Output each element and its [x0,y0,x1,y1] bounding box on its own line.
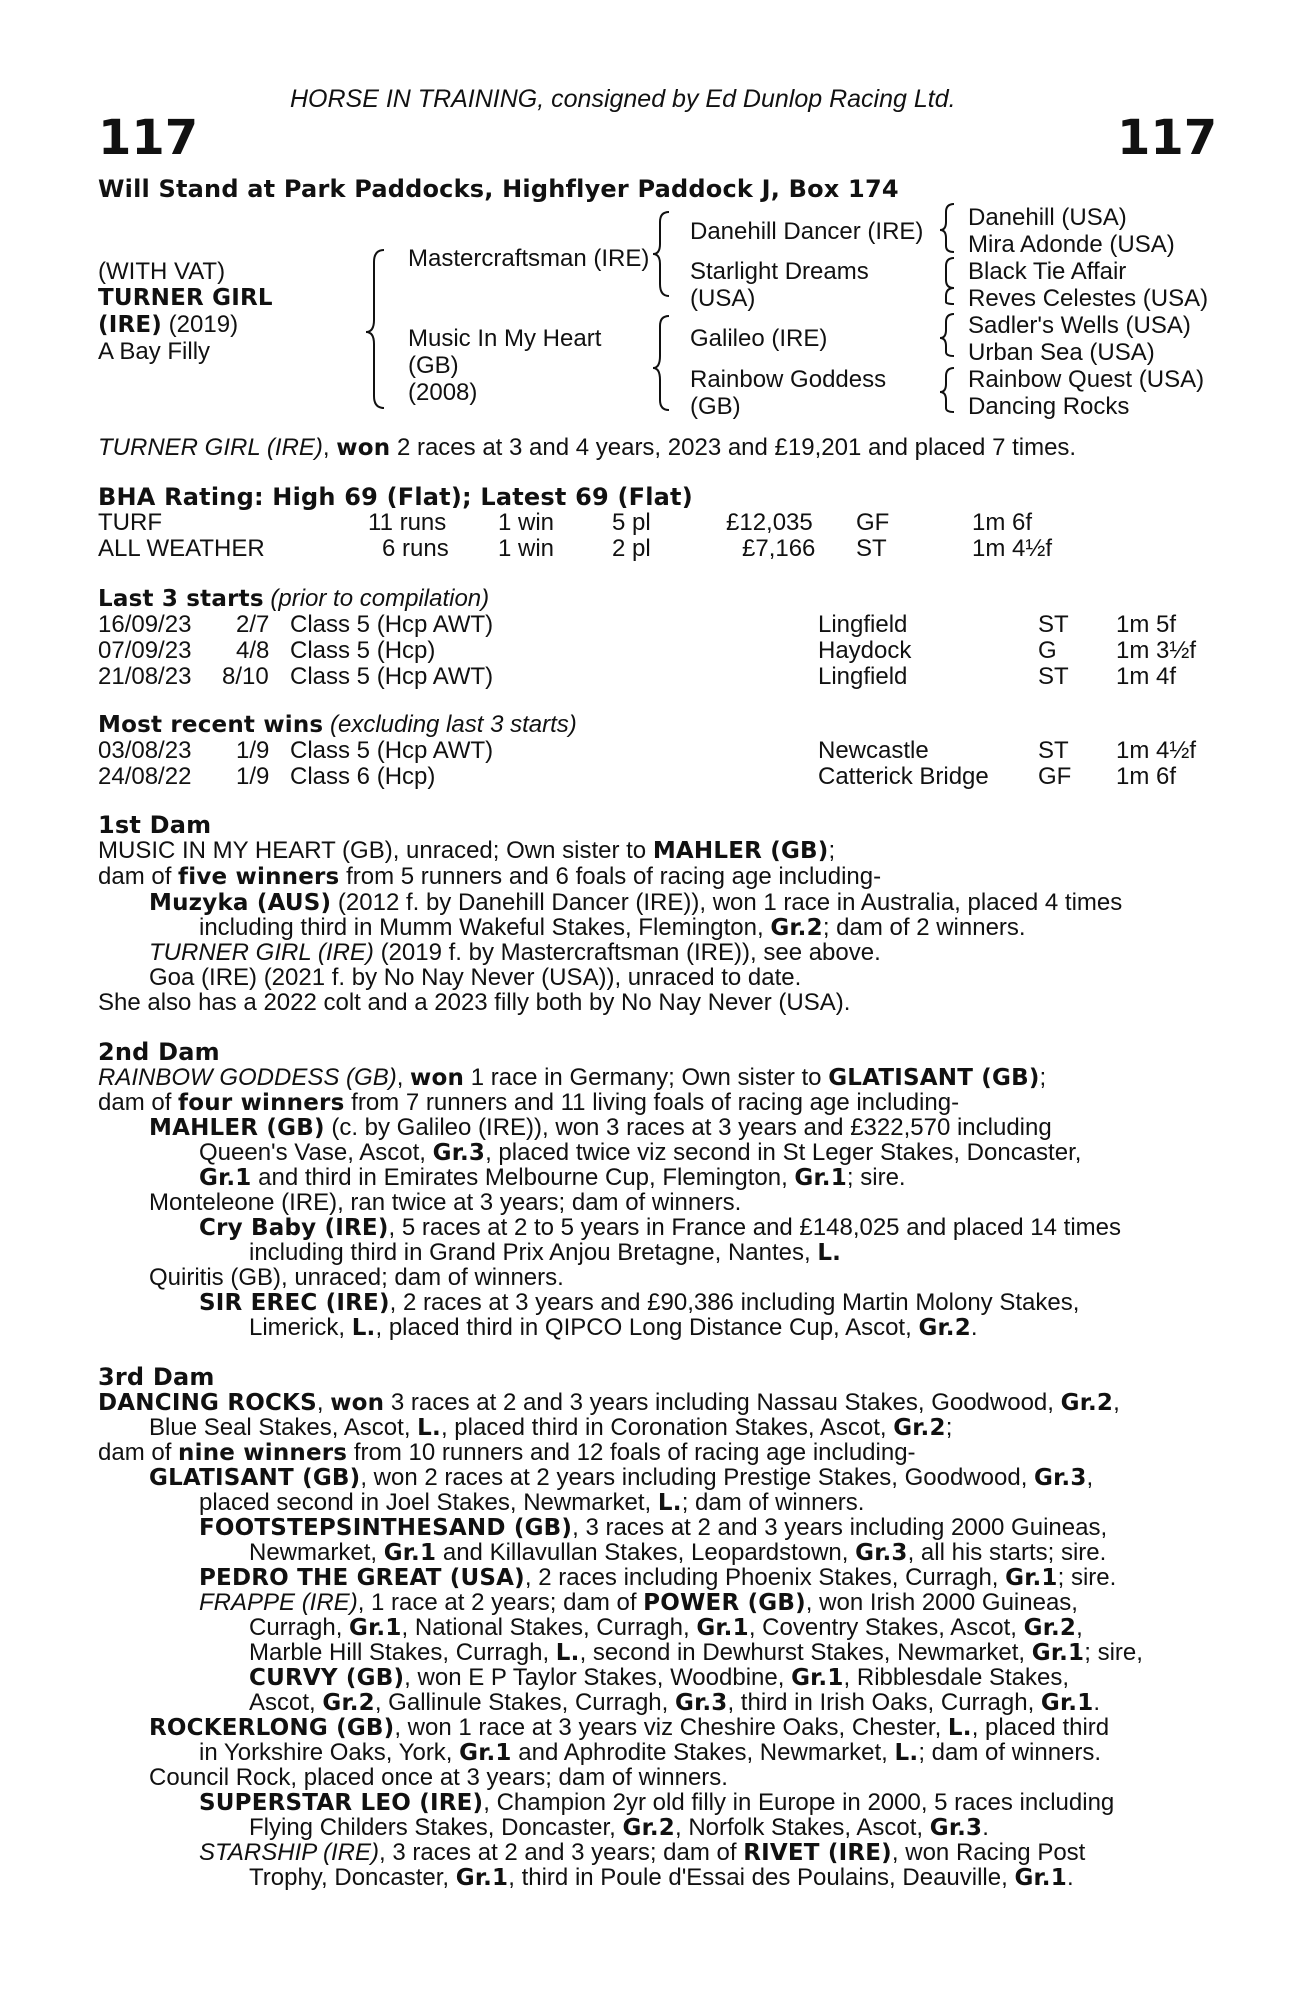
vat-note: (WITH VAT) [98,258,226,285]
rating-surface: ALL WEATHER [98,535,265,562]
third-dam-line: GLATISANT (GB), won 2 races at 2 years including Prestige Stakes, Goodwood, Gr.3, [149,1464,1094,1491]
second-dam-line: Queen's Vase, Ascot, Gr.3, placed twice viz second in St Leger Stakes, Doncaster, [199,1139,1082,1166]
start-position: 4/8 [236,637,270,664]
second-dam-line: dam of four winners from 7 runners and 11 living foals of racing age including- [98,1089,960,1116]
third-dam-line: FRAPPE (IRE), 1 race at 2 years; dam of POWER (GB), won Irish 2000 Guineas, [199,1589,1078,1616]
consignor-line: HORSE IN TRAINING, consigned by Ed Dunlop Racing Ltd. [290,85,956,113]
rating-prize: £12,035 [726,509,813,536]
third-dam-line: Trophy, Doncaster, Gr.1, third in Poule d'Essai des Poulains, Deauville, Gr.1. [249,1864,1074,1891]
third-dam-heading: 3rd Dam [98,1363,215,1391]
rating-wins: 1 win [498,509,555,536]
pedigree-sire-dam-l1: Starlight Dreams [690,258,869,285]
win-distance: 1m 6f [1116,763,1177,790]
start-distance: 1m 3½f [1116,637,1197,664]
start-course: Lingfield [818,611,908,638]
pedigree-dds: Rainbow Quest (USA) [968,366,1205,393]
start-going: G [1038,637,1057,664]
third-dam-line: STARSHIP (IRE), 3 races at 2 and 3 years; dam of RIVET (IRE), won Racing Post [199,1839,1086,1866]
location-line: Will Stand at Park Paddocks, Highflyer Paddock J, Box 174 [98,175,899,203]
pedigree-sire: Mastercraftsman (IRE) [408,245,650,272]
race-summary: TURNER GIRL (IRE), won 2 races at 3 and 4 years, 2023 and £19,201 and placed 7 times. [98,434,1077,461]
pedigree-sdd: Reves Celestes (USA) [968,285,1209,312]
win-distance: 1m 4½f [1116,737,1197,764]
pedigree-sss: Danehill (USA) [968,204,1127,231]
start-date: 16/09/23 [98,611,192,638]
third-dam-line: Curragh, Gr.1, National Stakes, Curragh, Gr.1, Coventry Stakes, Ascot, Gr.2, [249,1614,1083,1641]
win-date: 24/08/22 [98,763,192,790]
third-dam-line: Ascot, Gr.2, Gallinule Stakes, Curragh, Gr.3, third in Irish Oaks, Curragh, Gr.1. [249,1689,1101,1716]
third-dam-line: Marble Hill Stakes, Curragh, L., second in Dewhurst Stakes, Newmarket, Gr.1; sire, [249,1639,1143,1666]
third-dam-line: Flying Childers Stakes, Doncaster, Gr.2, Norfolk Stakes, Ascot, Gr.3. [249,1814,989,1841]
bha-rating-heading: BHA Rating: High 69 (Flat); Latest 69 (Flat) [98,483,693,511]
win-position: 1/9 [236,737,270,764]
last3-heading: Last 3 starts (prior to compilation) [98,585,490,612]
pedigree-dam-sire: Galileo (IRE) [690,325,828,352]
start-going: ST [1038,663,1069,690]
pedigree-dam-l1: Music In My Heart [408,325,602,352]
win-course: Catterick Bridge [818,763,989,790]
pedigree-dam-l3: (2008) [408,379,478,406]
second-dam-line: MAHLER (GB) (c. by Galileo (IRE)), won 3 races at 3 years and £322,570 including [149,1114,1052,1141]
rating-wins: 1 win [498,535,555,562]
second-dam-line: RAINBOW GODDESS (GB), won 1 race in Germany; Own sister to GLATISANT (GB); [98,1064,1047,1091]
win-course: Newcastle [818,737,929,764]
second-dam-line: including third in Grand Prix Anjou Bretagne, Nantes, L. [249,1239,842,1266]
rating-distance: 1m 6f [972,509,1033,536]
win-race: Class 5 (Hcp AWT) [290,737,494,764]
third-dam-line: Council Rock, placed once at 3 years; dam of winners. [149,1764,728,1791]
second-dam-heading: 2nd Dam [98,1038,220,1066]
pedigree-dam-dam-l2: (GB) [690,393,741,420]
third-dam-line: DANCING ROCKS, won 3 races at 2 and 3 years including Nassau Stakes, Goodwood, Gr.2, [98,1389,1120,1416]
pedigree-ssd: Mira Adonde (USA) [968,231,1175,258]
start-distance: 1m 5f [1116,611,1177,638]
rating-runs: 11 runs [368,509,447,536]
second-dam-line: Cry Baby (IRE), 5 races at 2 to 5 years in France and £148,025 and placed 14 times [199,1214,1122,1241]
win-date: 03/08/23 [98,737,192,764]
third-dam-line: placed second in Joel Stakes, Newmarket, L.; dam of winners. [199,1489,865,1516]
third-dam-line: in Yorkshire Oaks, York, Gr.1 and Aphrodite Stakes, Newmarket, L.; dam of winners. [199,1739,1102,1766]
start-course: Haydock [818,637,912,664]
lot-number-right: 117 [1117,110,1218,166]
horse-description: A Bay Filly [98,338,211,365]
pedigree-ddd: Dancing Rocks [968,393,1130,420]
first-dam-line: She also has a 2022 colt and a 2023 filly both by No Nay Never (USA). [98,989,851,1016]
start-race: Class 5 (Hcp) [290,637,436,664]
start-date: 07/09/23 [98,637,192,664]
start-distance: 1m 4f [1116,663,1177,690]
rating-distance: 1m 4½f [972,535,1053,562]
pedigree-dam-l2: (GB) [408,352,459,379]
pedigree-dam-dam-l1: Rainbow Goddess [690,366,887,393]
win-going: GF [1038,763,1072,790]
pedigree-sds: Black Tie Affair [968,258,1127,285]
start-position: 2/7 [236,611,270,638]
first-dam-line: Muzyka (AUS) (2012 f. by Danehill Dancer (IRE)), won 1 race in Australia, placed 4 times [149,889,1123,916]
recent-wins-heading: Most recent wins (excluding last 3 starts) [98,711,577,738]
start-going: ST [1038,611,1069,638]
win-position: 1/9 [236,763,270,790]
horse-name-suffix: (IRE) (2019) [98,311,239,338]
third-dam-line: ROCKERLONG (GB), won 1 race at 3 years viz Cheshire Oaks, Chester, L., placed third [149,1714,1110,1741]
pedigree-dss: Sadler's Wells (USA) [968,312,1191,339]
rating-placed: 2 pl [612,535,651,562]
third-dam-line: SUPERSTAR LEO (IRE), Champion 2yr old filly in Europe in 2000, 5 races including [199,1789,1115,1816]
third-dam-line: Newmarket, Gr.1 and Killavullan Stakes, Leopardstown, Gr.3, all his starts; sire. [249,1539,1107,1566]
first-dam-line: including third in Mumm Wakeful Stakes, Flemington, Gr.2; dam of 2 winners. [199,914,1026,941]
first-dam-line: MUSIC IN MY HEART (GB), unraced; Own sister to MAHLER (GB); [98,837,836,864]
start-course: Lingfield [818,663,908,690]
lot-number-left: 117 [98,110,199,166]
second-dam-line: Limerick, L., placed third in QIPCO Long Distance Cup, Ascot, Gr.2. [249,1314,978,1341]
rating-runs: 6 runs [382,535,449,562]
rating-placed: 5 pl [612,509,651,536]
start-race: Class 5 (Hcp AWT) [290,611,494,638]
second-dam-line: Quiritis (GB), unraced; dam of winners. [149,1264,564,1291]
third-dam-line: CURVY (GB), won E P Taylor Stakes, Woodbine, Gr.1, Ribblesdale Stakes, [249,1664,1070,1691]
third-dam-line: FOOTSTEPSINTHESAND (GB), 3 races at 2 and 3 years including 2000 Guineas, [199,1514,1108,1541]
first-dam-heading: 1st Dam [98,811,212,839]
start-date: 21/08/23 [98,663,192,690]
second-dam-line: Monteleone (IRE), ran twice at 3 years; dam of winners. [149,1189,742,1216]
first-dam-line: TURNER GIRL (IRE) (2019 f. by Mastercraftsman (IRE)), see above. [149,939,881,966]
rating-prize: £7,166 [742,535,816,562]
win-going: ST [1038,737,1069,764]
pedigree-sire-sire: Danehill Dancer (IRE) [690,218,924,245]
first-dam-line: Goa (IRE) (2021 f. by No Nay Never (USA)), unraced to date. [149,964,802,991]
rating-going: GF [856,509,890,536]
pedigree-dsd: Urban Sea (USA) [968,339,1155,366]
horse-name: TURNER GIRL [98,285,273,311]
first-dam-line: dam of five winners from 5 runners and 6 foals of racing age including- [98,863,882,890]
start-position: 8/10 [222,663,269,690]
rating-going: ST [856,535,887,562]
start-race: Class 5 (Hcp AWT) [290,663,494,690]
win-race: Class 6 (Hcp) [290,763,436,790]
third-dam-line: dam of nine winners from 10 runners and 12 foals of racing age including- [98,1439,916,1466]
rating-surface: TURF [98,509,162,536]
pedigree-sire-dam-l2: (USA) [690,285,756,312]
third-dam-line: Blue Seal Stakes, Ascot, L., placed third in Coronation Stakes, Ascot, Gr.2; [149,1414,953,1441]
second-dam-line: SIR EREC (IRE), 2 races at 3 years and £90,386 including Martin Molony Stakes, [199,1289,1080,1316]
second-dam-line: Gr.1 and third in Emirates Melbourne Cup, Flemington, Gr.1; sire. [199,1164,906,1191]
third-dam-line: PEDRO THE GREAT (USA), 2 races including Phoenix Stakes, Curragh, Gr.1; sire. [199,1564,1117,1591]
